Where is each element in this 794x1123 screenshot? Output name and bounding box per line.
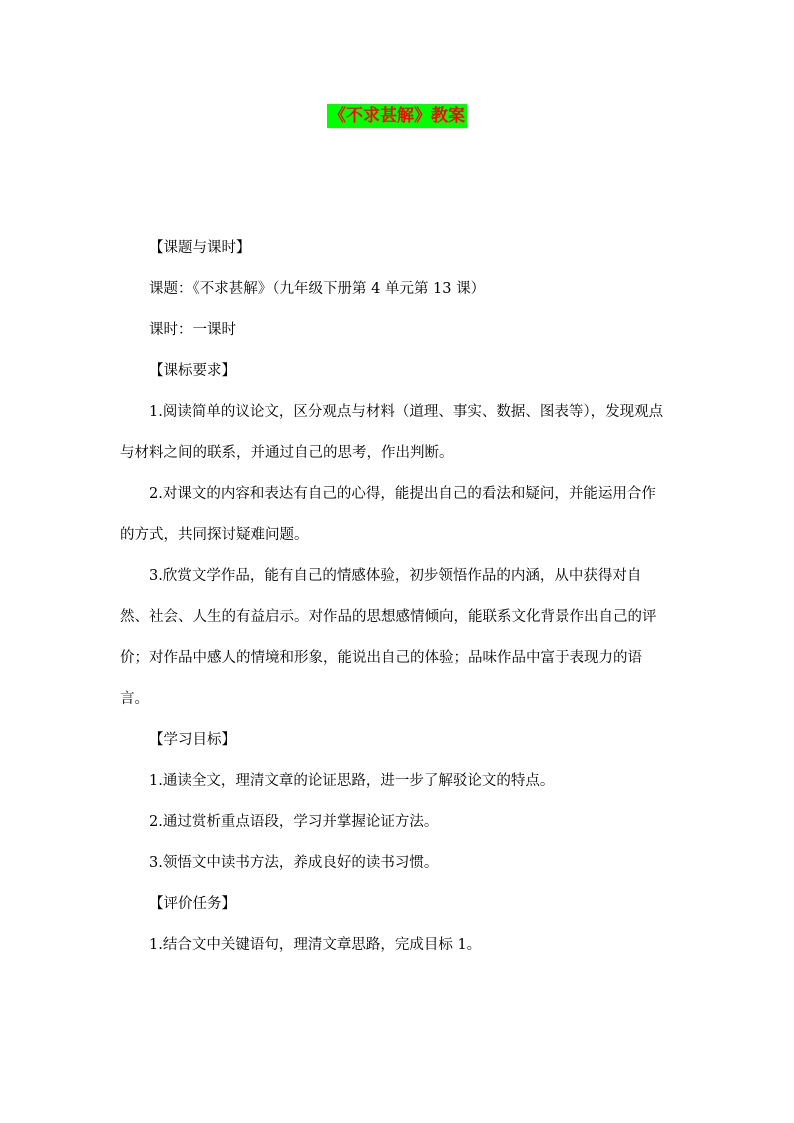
period-line: 课时：一课时 [149, 322, 236, 338]
requirement-1: 1.阅读简单的议论文，区分观点与材料（道理、事实、数据、图表等），发现观点与材料之间的联系，并通过自己的思考，作出判断。 [120, 404, 664, 461]
document-title: 《不求甚解》教案 [329, 106, 465, 126]
requirement-3: 3.欣赏文学作品，能有自己的情感体验，初步领悟作品的内涵，从中获得对自然、社会、人生的有益启示。对作品的思想感情倾向，能联系文化背景作出自己的评价；对作品中感人的情境和形象，能说出自己的体验；品味作品中富于表现力的语言。 [120, 568, 657, 707]
heading-curriculum-requirements: 【课标要求】 [149, 363, 236, 379]
objective-2: 2.通过赏析重点语段，学习并掌握论证方法。 [149, 814, 439, 830]
objective-1: 1.通读全文，理清文章的论证思路，进一步了解驳论文的特点。 [149, 773, 555, 789]
evaluation-task-1: 1.结合文中关键语句，理清文章思路，完成目标 1。 [149, 937, 482, 953]
heading-topic-and-period: 【课题与课时】 [149, 240, 251, 256]
requirement-2: 2.对课文的内容和表达有自己的心得，能提出自己的看法和疑问，并能运用合作的方式，共同探讨疑难问题。 [120, 486, 656, 543]
heading-learning-objectives: 【学习目标】 [149, 732, 236, 748]
title-container [0, 104, 794, 128]
topic-line: 课题：《不求甚解》（九年级下册第 4 单元第 13 课） [149, 281, 486, 297]
heading-evaluation-tasks: 【评价任务】 [149, 896, 236, 912]
document-body [120, 228, 668, 966]
objective-3: 3.领悟文中读书方法，养成良好的读书习惯。 [149, 855, 439, 871]
